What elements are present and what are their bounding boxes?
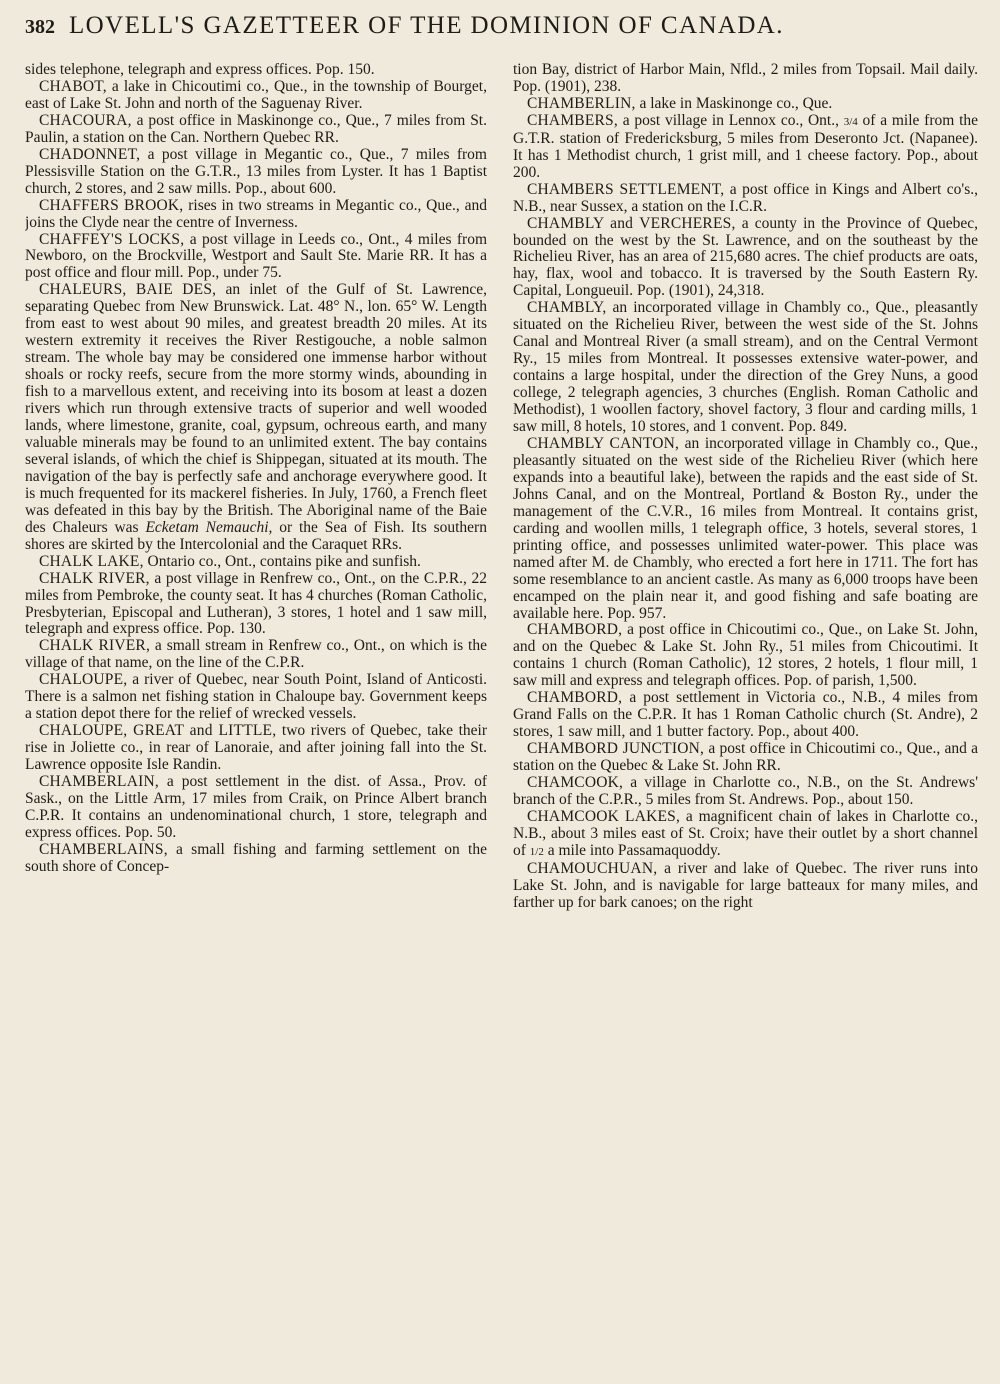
- entry-fraction: 3/4: [843, 115, 858, 128]
- entry-text: a county in the Province of Quebec, bounded on the west by the St. Lawrence, and on the southeast by the Richelieu River, has an area of 215,680 acres. The chief products are oats, hay, flax, wool and tobacco. It is traversed by the South Eastern Ry. Capital, Longueuil. Pop. (1901), 24,318.: [513, 214, 978, 300]
- entry-text: a river and lake of Quebec. The river runs into Lake St. John, and is navigable for large batteaux for many miles, and farther up for bark canoes; on the right: [513, 859, 978, 911]
- entry-text: a mile into Passamaquoddy.: [543, 841, 721, 859]
- entry-headword: CHALOUPE, GREAT and LITTLE,: [39, 722, 277, 740]
- entry-headword: CHAMOUCHUAN,: [527, 859, 658, 877]
- entry-headword: CHAFFERS BROOK,: [39, 196, 184, 214]
- gazetteer-entry: [513, 96, 978, 113]
- entry-headword: CHAMCOOK LAKES,: [527, 807, 681, 825]
- gazetteer-entry: [513, 216, 978, 301]
- entry-headword: CHALK RIVER,: [39, 569, 150, 587]
- gazetteer-entry: [513, 62, 978, 96]
- entry-text: a post village in Lennox co., Ont.,: [617, 111, 844, 129]
- entry-headword: CHAMBERLAINS,: [39, 840, 168, 858]
- gazetteer-entry: [513, 622, 978, 690]
- entry-headword: CHAMCOOK,: [527, 774, 624, 792]
- gazetteer-entry: [513, 182, 978, 216]
- entry-headword: CHALOUPE,: [39, 671, 128, 689]
- entry-headword: CHAMBLY,: [527, 299, 607, 317]
- gazetteer-entry: [25, 571, 487, 639]
- entry-headword: CHAMBERS,: [527, 111, 618, 129]
- entry-headword: CHALK LAKE,: [39, 552, 144, 570]
- entry-text: rises in two streams in Megantic co., Que., and joins the Clyde near the centre of Inverness.: [25, 196, 487, 231]
- gazetteer-entry: [25, 672, 487, 723]
- entry-fraction: 1/2: [529, 845, 544, 858]
- right-column: [513, 62, 978, 1374]
- running-title: LOVELL'S GAZETTEER OF THE DOMINION OF CANADA.: [69, 12, 784, 39]
- left-column: [25, 62, 487, 1374]
- gazetteer-entry: [513, 436, 978, 622]
- entry-headword: CHAMBLY and VERCHERES,: [527, 214, 736, 232]
- gazetteer-entry: [25, 147, 487, 198]
- gazetteer-entry: [25, 113, 487, 147]
- gazetteer-entry: [513, 861, 978, 912]
- gazetteer-entry: [25, 62, 487, 79]
- entry-text: Ontario co., Ont., contains pike and sunfish.: [143, 552, 421, 570]
- entry-text: a post village in Megantic co., Que., 7 miles from Plessisville Station on the G.T.R., 13 miles from Lyster. It has 1 Baptist church, 2 stores, and 2 saw mills. Pop., about 600.: [25, 145, 487, 197]
- entry-text: two rivers of Quebec, take their rise in Joliette co., in rear of Lanoraie, and after joining fall into the St. Lawrence opposite Isle Randin.: [25, 722, 487, 774]
- entry-text: a post office in Chicoutimi co., Que., and a station on the Quebec & Lake St. John RR.: [513, 740, 978, 775]
- entry-text: a village in Charlotte co., N.B., on the St. Andrews' branch of the C.P.R., 5 miles from St. Andrews. Pop., about 150.: [513, 774, 978, 808]
- entry-text: a post village in Leeds co., Ont., 4 miles from Newboro, on the Brockville, Westport and Sault Ste. Marie RR. It has a post office and flour mill. Pop., under 75.: [25, 230, 487, 282]
- entry-text: an incorporated village in Chambly co., Que., pleasantly situated on the west side of the Richelieu River (which here expands into a beautiful lake), between the rapids and the east side of St. Johns Canal, and on the Montreal, Portland & Boston Ry., under the management of the C.V.R., 16 miles from Montreal. It contains grist, carding and woollen mills, 1 telegraph office, 3 hotels, several stores, 1 printing office, and possesses unlimited water-power. This place was named after M. de Chambly, who erected a fort here in 1711. The fort has some resemblance to an ancient castle. As many as 6,000 troops have been encamped on the plain near it, and good fishing and safe boating are available here. Pop. 957.: [513, 434, 978, 622]
- entry-headword: CHALEURS, BAIE DES,: [39, 281, 217, 299]
- entry-text: a post office in Chicoutimi co., Que., on Lake St. John, and on the Quebec & Lake St. John Ry., 51 miles from Chicoutimi. It contains 1 church (Roman Catholic), 12 stores, 2 hotels, 1 flour mill, 1 saw mill and express and telegraph offices. Pop. of parish, 1,500.: [513, 621, 978, 690]
- gazetteer-entry: [25, 774, 487, 842]
- entry-text: a river of Quebec, near South Point, Island of Anticosti. There is a salmon net fishing station in Chaloupe bay. Government keeps a station depot there for the relief of wrecked vessels.: [25, 671, 487, 723]
- entry-text: sides telephone, telegraph and express offices. Pop. 150.: [25, 62, 375, 78]
- entry-text: a post settlement in the dist. of Assa., Prov. of Sask., on the Little Arm, 17 miles from Craik, on Prince Albert branch C.P.R. It contains an undenominational church, 1 store, telegraph and express offices. Pop. 50.: [25, 773, 487, 841]
- gazetteer-entry: [25, 554, 487, 571]
- entry-text: a small fishing and farming settlement on the south shore of Concep-: [25, 840, 487, 875]
- entry-text: or the Sea of Fish. Its southern shores are skirted by the Intercolonial and the Caraquet RRs.: [25, 518, 487, 553]
- entry-text: a lake in Chicoutimi co., Que., in the township of Bourget, east of Lake St. John and north of the Saguenay River.: [25, 77, 487, 112]
- entry-text: a magnificent chain of lakes in Charlotte co., N.B., about 3 miles east of St. Croix; have their outlet by a short channel of: [513, 807, 978, 859]
- gazetteer-entry: [25, 282, 487, 553]
- gazetteer-entry: [513, 300, 978, 436]
- entry-headword: CHAMBERLAIN,: [39, 773, 159, 791]
- entry-headword: CHAMBORD JUNCTION,: [527, 740, 705, 758]
- entry-headword: CHAMBORD,: [527, 621, 623, 639]
- entry-headword: CHAMBERLIN,: [527, 94, 636, 112]
- page-header: [25, 12, 975, 52]
- entry-headword: CHABOT,: [39, 77, 107, 95]
- entry-text: an inlet of the Gulf of St. Lawrence, separating Quebec from New Brunswick. Lat. 48° N., lon. 65° W. Length from east to west about 90 miles, and greatest breadth 20 miles. At its western extremity it receives the River Restigouche, a noble salmon stream. The whole bay may be considered one immense harbor without shoals or rocky reefs, secure from the more stormy winds, abounding in fish to a marvellous extent, and receiving into its bosom at least a dozen rivers which run through extensive tracts of superior and well wooded lands, where limestone, granite, coal, gypsum, ochreous earth, and many valuable minerals may be found to an unlimited extent. The bay contains several islands, of which the chief is Shippegan, situated at its mouth. The navigation of the bay is perfectly safe and anchorage everywhere good. It is much frequented for its mackerel fisheries. In July, 1760, a French fleet was defeated in this bay by the British. The Aboriginal name of the Baie des Chaleurs was: [25, 281, 487, 536]
- gazetteer-entry: [513, 690, 978, 741]
- entry-text: an incorporated village in Chambly co., Que., pleasantly situated on the Richelieu River, between the west side of the St. Johns Canal and Montreal River (a small stream), and on the Central Vermont Ry., 15 miles from Montreal. It possesses extensive water-power, and contains a large hospital, under the direction of the Grey Nuns, a good college, 2 telegraph agencies, 3 churches (English. Roman Catholic and Methodist), 1 woollen factory, shovel factory, 3 flour and carding mills, 1 saw mill, 8 hotels, 10 stores, and 1 convent. Pop. 849.: [513, 299, 978, 436]
- entry-headword: CHAMBORD,: [527, 689, 623, 707]
- entry-text: tion Bay, district of Harbor Main, Nfld., 2 miles from Topsail. Mail daily. Pop. (1901), 238.: [513, 62, 978, 95]
- gazetteer-entry: [513, 741, 978, 775]
- entry-headword: CHALK RIVER,: [39, 637, 151, 655]
- entry-headword: CHAMBLY CANTON,: [527, 434, 680, 452]
- gazetteer-entry: [25, 723, 487, 774]
- entry-text: a post village in Renfrew co., Ont., on the C.P.R., 22 miles from Pembroke, the county seat. It has 4 churches (Roman Catholic, Presbyterian, Episcopal and Lutheran), 3 stores, 1 hotel and 1 saw mill, telegraph and express office. Pop. 130.: [25, 569, 487, 638]
- gazetteer-entry: [25, 198, 487, 232]
- page-number: 382: [25, 16, 55, 38]
- entry-text: a post office in Kings and Albert co's., N.B., near Sussex, a station on the I.C.R.: [513, 180, 978, 215]
- gazetteer-entry: [25, 842, 487, 876]
- entry-headword: CHAMBERS SETTLEMENT,: [527, 180, 725, 198]
- gazetteer-entry: [25, 79, 487, 113]
- entry-text: a lake in Maskinonge co., Que.: [635, 94, 833, 112]
- entry-headword: CHAFFEY'S LOCKS,: [39, 230, 185, 248]
- gazetteer-entry: [25, 232, 487, 283]
- gazetteer-entry: [513, 809, 978, 861]
- gazetteer-entry: [25, 638, 487, 672]
- entry-text: a post office in Maskinonge co., Que., 7 miles from St. Paulin, a station on the Can. Northern Quebec RR.: [25, 111, 487, 146]
- entry-headword: CHADONNET,: [39, 145, 141, 163]
- entry-text: a small stream in Renfrew co., Ont., on which is the village of that name, on the line of the C.P.R.: [25, 637, 487, 672]
- entry-italic-text: Ecketam Nemauchi,: [145, 518, 273, 536]
- entry-text: a post settlement in Victoria co., N.B., 4 miles from Grand Falls on the C.P.R. It has 1 Roman Catholic church (St. Andre), 2 stores, 1 saw mill, and 1 butter factory. Pop., about 400.: [513, 689, 978, 741]
- gazetteer-entry: [513, 113, 978, 182]
- entry-text: of a mile from the G.T.R. station of Fredericksburg, 5 miles from Deseronto Jct. (Napanee). It has 1 Methodist church, 1 grist mill, and 1 cheese factory. Pop., about 200.: [513, 111, 978, 181]
- entry-headword: CHACOURA,: [39, 111, 132, 129]
- gazetteer-entry: [513, 775, 978, 809]
